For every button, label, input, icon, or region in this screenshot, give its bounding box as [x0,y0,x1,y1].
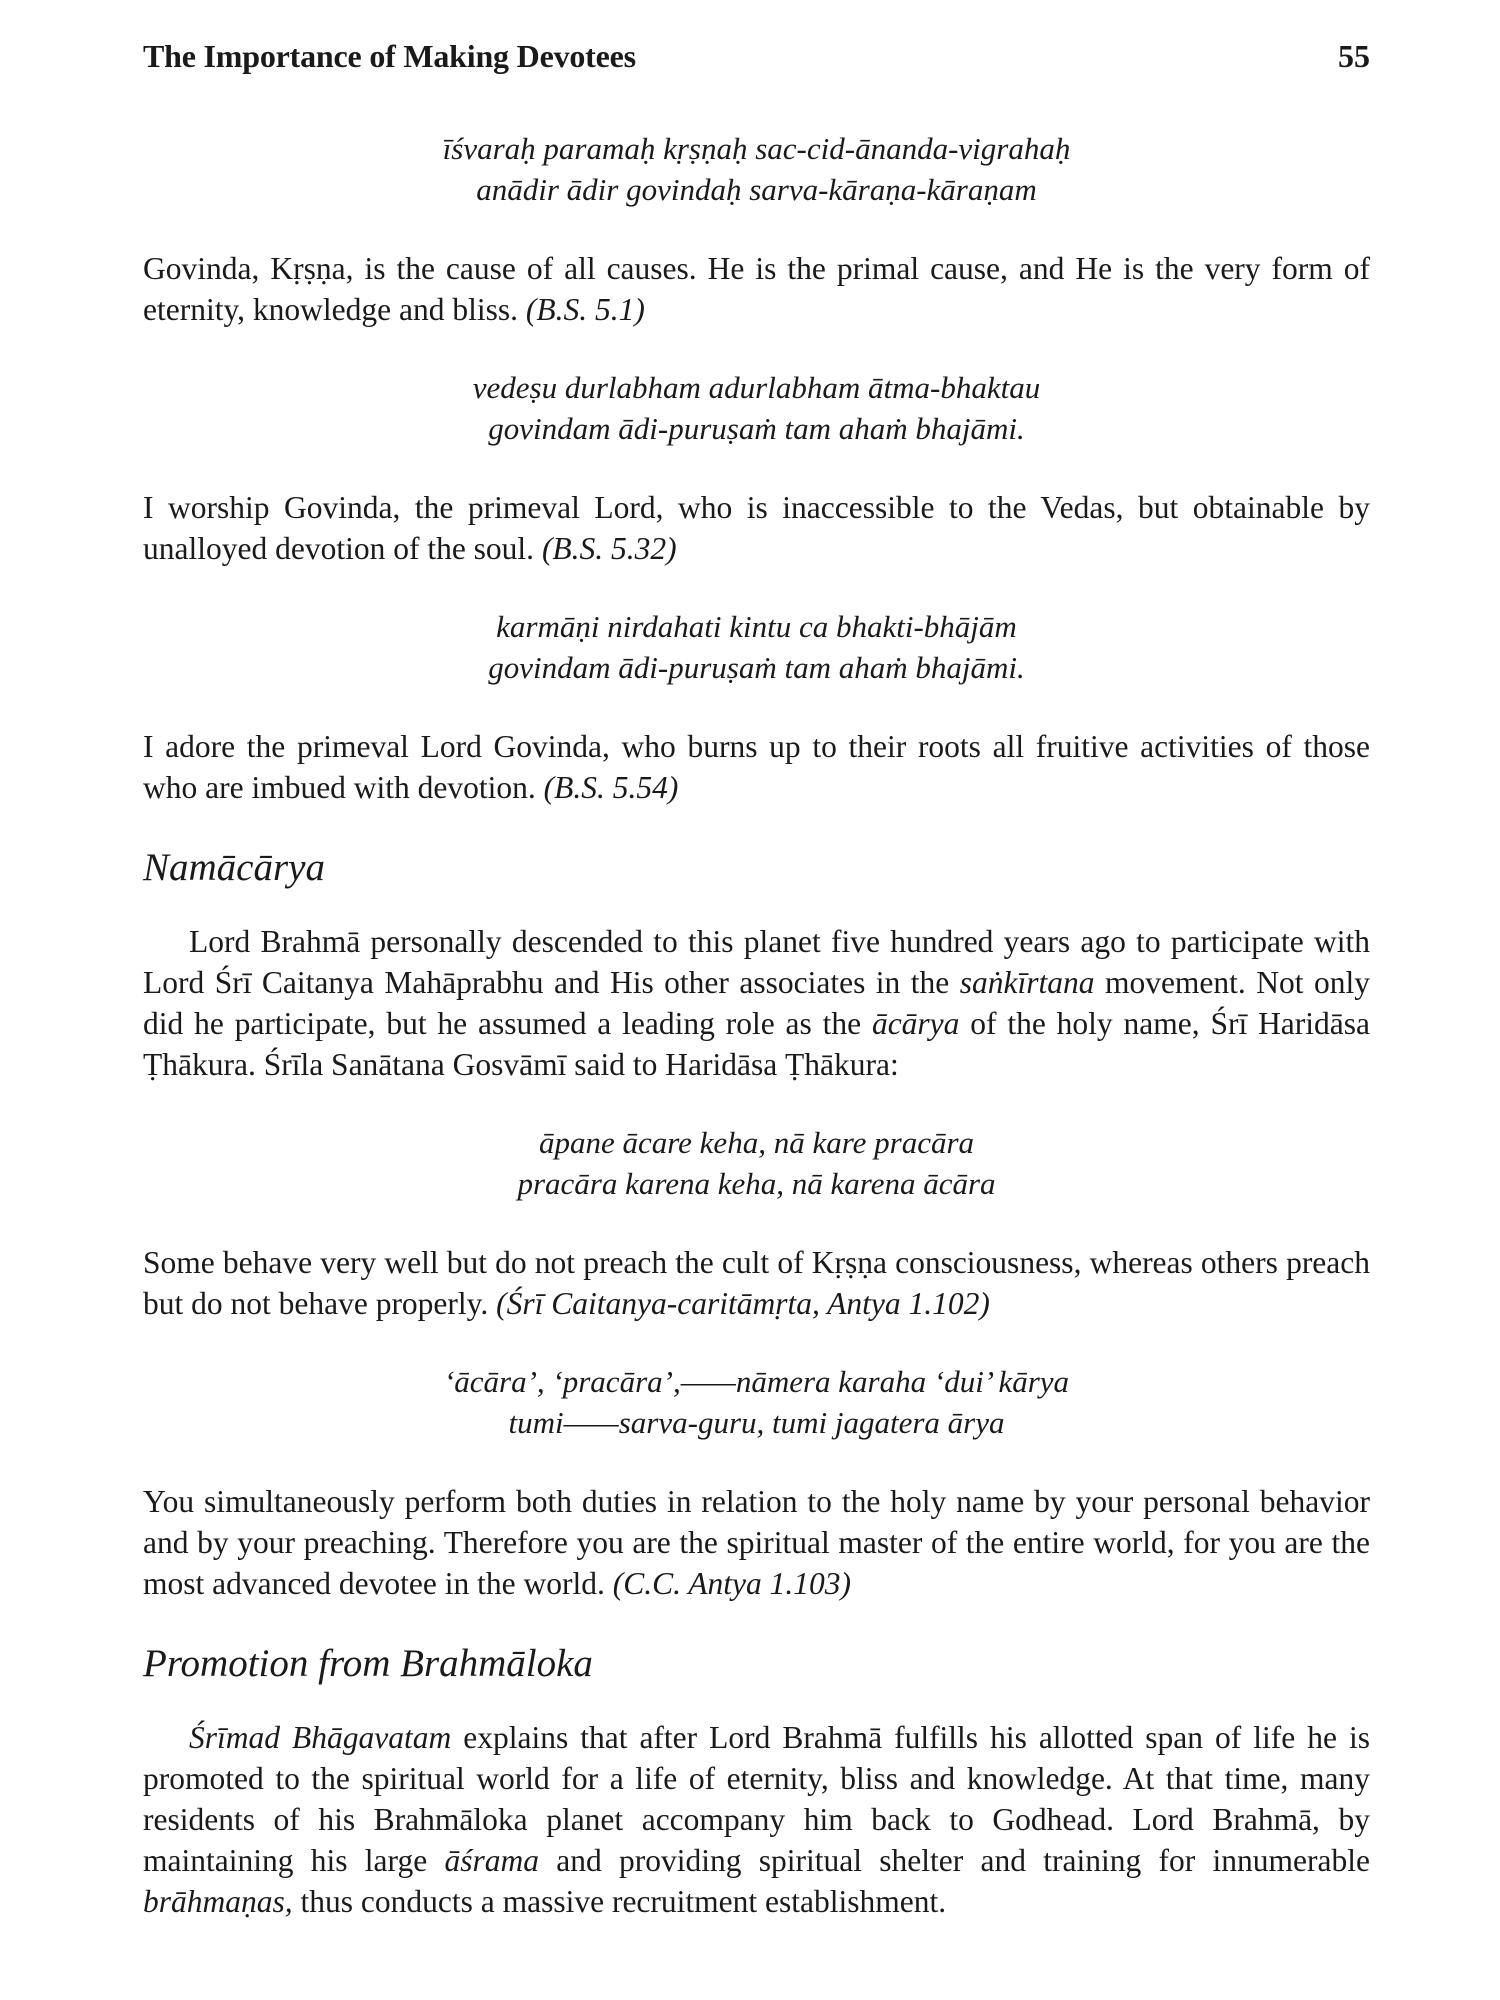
verse-line: anādir ādir govindaḥ sarva-kāraṇa-kāraṇam [476,172,1037,207]
sanskrit-verse [143,1361,1370,1443]
running-head-title: The Importance of Making Devotees [143,38,636,74]
paragraph-text: and providing spiritual shelter and training for innumerable [538,1843,1370,1878]
page-number: 55 [1338,38,1370,74]
verse-line: govindam ādi-puruṣaṁ tam ahaṁ bhajāmi. [488,411,1025,446]
emphasis-term: brāhmaṇas, [143,1884,293,1919]
translation-paragraph [143,1242,1370,1324]
verse-line: karmāṇi nirdahati kintu ca bhakti-bhājām [496,609,1017,644]
paragraph-text: explains that after Lord Brahmā fulfills his allotted span of life he is promoted to the spiritual world for a life of eternity, bliss and knowledge. At that time, many residents of his Brahmāloka planet accompany him back to Godhead. Lord Brahmā, by maintaining his large [143,1720,1370,1878]
section-heading-namacarya: Namācārya [143,846,325,889]
paragraph-text: Govinda, Kṛṣṇa, is the cause of all causes. He is the primal cause, and He is the very form of eternity, knowledge and bliss. [143,251,1370,327]
verse-line: pracāra karena keha, nā karena ācāra [517,1166,996,1201]
verse-line: īśvaraḥ paramaḥ kṛṣṇaḥ sac-cid-ānanda-vigrahaḥ [442,131,1071,166]
paragraph-text: of the holy name, Śrī Haridāsa Ṭhākura. Śrīla Sanātana Gosvāmī said to Haridāsa Ṭhākura: [143,1006,1371,1082]
sanskrit-verse [143,606,1370,688]
section-heading-promotion: Promotion from Brahmāloka [143,1642,593,1685]
sanskrit-verse [143,128,1370,210]
sanskrit-verse [143,367,1370,449]
paragraph-text: thus conducts a massive recruitment establishment. [292,1884,947,1919]
citation: (B.S. 5.32) [541,531,677,566]
emphasis-term: Śrīmad Bhāgavatam [189,1720,452,1755]
citation: (B.S. 5.1) [525,292,645,327]
emphasis-term: āśrama [444,1843,539,1878]
paragraph-text: movement. Not only did he participate, but he assumed a leading role as the [143,965,1370,1041]
translation-paragraph [143,487,1370,569]
emphasis-term: ācārya [871,1006,960,1041]
body-paragraph [143,1717,1370,1922]
sanskrit-verse [143,1122,1370,1204]
translation-paragraph [143,726,1370,808]
emphasis-term: saṅkīrtana [959,965,1095,1000]
paragraph-text: You simultaneously perform both duties in relation to the holy name by your personal behavior and by your preaching. Therefore you are the spiritual master of the entire world, for you are the most advanced devotee in the world. [143,1484,1370,1601]
verse-line: vedeṣu durlabham adurlabham ātma-bhaktau [472,370,1041,405]
verse-line: govindam ādi-puruṣaṁ tam ahaṁ bhajāmi. [488,650,1025,685]
verse-line: āpane ācare keha, nā kare pracāra [538,1125,975,1160]
paragraph-text: Lord Brahmā personally descended to this planet five hundred years ago to participate with Lord Śrī Caitanya Mahāprabhu and His other associates in the [143,924,1370,1000]
paragraph-text: Some behave very well but do not preach the cult of Kṛṣṇa consciousness, whereas others preach but do not behave properly. [143,1245,1370,1321]
citation: (C.C. Antya 1.103) [612,1566,852,1601]
citation: (B.S. 5.54) [543,770,679,805]
paragraph-text: I worship Govinda, the primeval Lord, who is inaccessible to the Vedas, but obtainable by unalloyed devotion of the soul. [143,490,1370,566]
verse-line: ‘ācāra’, ‘pracāra’,——nāmera karaha ‘dui’ kārya [443,1364,1070,1399]
paragraph-text: I adore the primeval Lord Govinda, who burns up to their roots all fruitive activities of those who are imbued with devotion. [143,729,1370,805]
translation-paragraph [143,1481,1370,1604]
verse-line: tumi——sarva-guru, tumi jagatera ārya [508,1405,1005,1440]
translation-paragraph [143,248,1370,330]
citation: (Śrī Caitanya-caritāmṛta, Antya 1.102) [496,1286,990,1321]
body-paragraph [143,921,1370,1085]
page-header [143,38,1370,128]
